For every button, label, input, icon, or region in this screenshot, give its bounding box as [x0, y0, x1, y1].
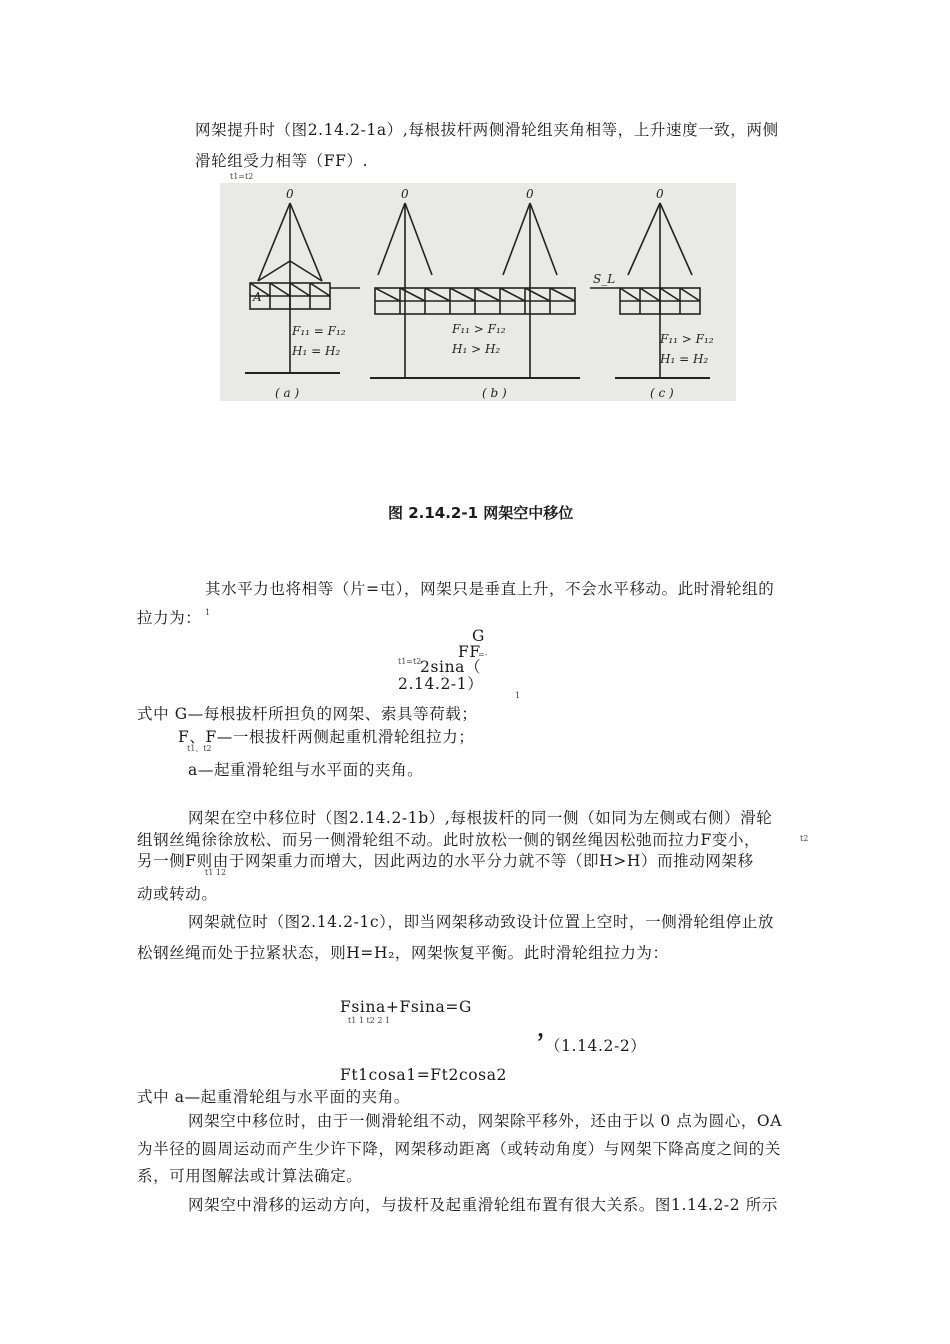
formula2-number: （1.14.2-2） — [545, 1037, 647, 1055]
panel-a-eq2: H₁ = H₂ — [292, 344, 341, 358]
formula2-line-2: Ft1cosa1=Ft2cosa2 — [340, 1066, 508, 1084]
formula1-ff-sub: =- — [478, 650, 488, 659]
figure-background — [220, 183, 736, 401]
para3-line-4: 动或转动。 — [137, 885, 218, 903]
para3-line-2-sub: t2 — [800, 834, 809, 843]
para2-line-2: 拉力为： — [137, 609, 202, 627]
para5-line-5: 网架空中滑移的运动方向，与拔杆及起重滑轮组布置有很大关系。图1.14.2-2 所示 — [188, 1196, 778, 1214]
apex-label-a: 0 — [286, 187, 294, 201]
formula2-comma: ， — [537, 1016, 560, 1042]
para5-line-2: 网架空中移位时，由于一侧滑轮组不动，网架除平移外，还由于以 0 点为圆心，OA — [188, 1112, 783, 1130]
para5-line-3: 为半径的圆周运动而产生少许下降，网架移动距离（或转动角度）与网架下降高度之间的关 — [137, 1140, 782, 1158]
para3-line-2: 组钢丝绳徐徐放松、而另一侧滑轮组不动。此时放松一侧的钢丝绳因松弛而拉力F变小， — [137, 831, 761, 849]
intro-line-1: 网架提升时（图2.14.2-1a）,每根拔杆两侧滑轮组夹角相等，上升速度一致，两侧 — [195, 121, 779, 139]
para2-sup: 1 — [205, 608, 211, 617]
para3-line-3-sub: t1 12 — [205, 868, 227, 877]
caption-b: ( b ) — [482, 386, 507, 400]
figure-caption: 图 2.14.2-1 网架空中移位 — [388, 504, 574, 522]
formula2-line-1: Fsina+Fsina=G — [340, 998, 472, 1016]
formula1-sub: t1=t2 — [398, 657, 422, 666]
panel-b-eq1: F₁₁ > F₁₂ — [452, 322, 506, 336]
formula1-g: G — [472, 627, 485, 645]
caption-c: ( c ) — [650, 386, 674, 400]
defs-line-1: 式中 G—每根拔杆所担负的网架、索具等荷载； — [137, 705, 478, 723]
defs-line-2: F、F—一根拔杆两侧起重机滑轮组拉力； — [178, 728, 475, 746]
panel-a-eq1: F₁₁ = F₁₂ — [292, 324, 346, 338]
para4-line-1: 网架就位时（图2.14.2-1c），即当网架移动致设计位置上空时，一侧滑轮组停止放 — [188, 913, 774, 931]
formula1-sup: 1 — [515, 691, 521, 700]
formula1-number: 2.14.2-1） — [398, 675, 484, 693]
apex-label-b2: 0 — [526, 187, 534, 201]
caption-a: ( a ) — [275, 386, 300, 400]
formula1-ff: FF — [458, 643, 481, 661]
formula2-line-1-sub: t1 1 t2 2 1 — [348, 1016, 391, 1025]
intro-subscript: t1=t2 — [230, 172, 254, 181]
para3-line-1: 网架在空中移位时（图2.14.2-1b）,每根拔杆的同一侧（如同为左侧或右侧）滑轮 — [188, 809, 773, 827]
intro-line-2: 滑轮组受力相等（FF）. — [195, 152, 369, 170]
truss-figure — [220, 183, 736, 401]
apex-label-c: 0 — [656, 187, 664, 201]
panel-c-eq2: H₁ = H₂ — [660, 352, 709, 366]
point-a-label: A — [253, 290, 262, 304]
defs-line-2-sub: t1、t2 — [187, 744, 212, 753]
defs-line-3: a—起重滑轮组与水平面的夹角。 — [188, 761, 424, 779]
panel-c-eq1: F₁₁ > F₁₂ — [660, 332, 714, 346]
panel-b-eq2: H₁ > H₂ — [452, 342, 501, 356]
para2-line-1: 其水平力也将相等（片=屯），网架只是垂直上升，不会水平移动。此时滑轮组的 — [205, 580, 775, 598]
para3-line-3: 另一侧F则由于网架重力而增大，因此两边的水平分力就不等（即H>H）而推动网架移 — [137, 852, 754, 870]
para5-line-4: 系，可用图解法或计算法确定。 — [137, 1167, 363, 1185]
formula1-denominator: 2sina（ — [420, 658, 482, 676]
sl-label: S_L — [593, 272, 616, 286]
para4-line-2: 松钢丝绳而处于拉紧状态，则H=H₂，网架恢复平衡。此时滑轮组拉力为： — [137, 944, 669, 962]
apex-label-b1: 0 — [401, 187, 409, 201]
para5-line-1: 式中 a—起重滑轮组与水平面的夹角。 — [137, 1088, 410, 1106]
